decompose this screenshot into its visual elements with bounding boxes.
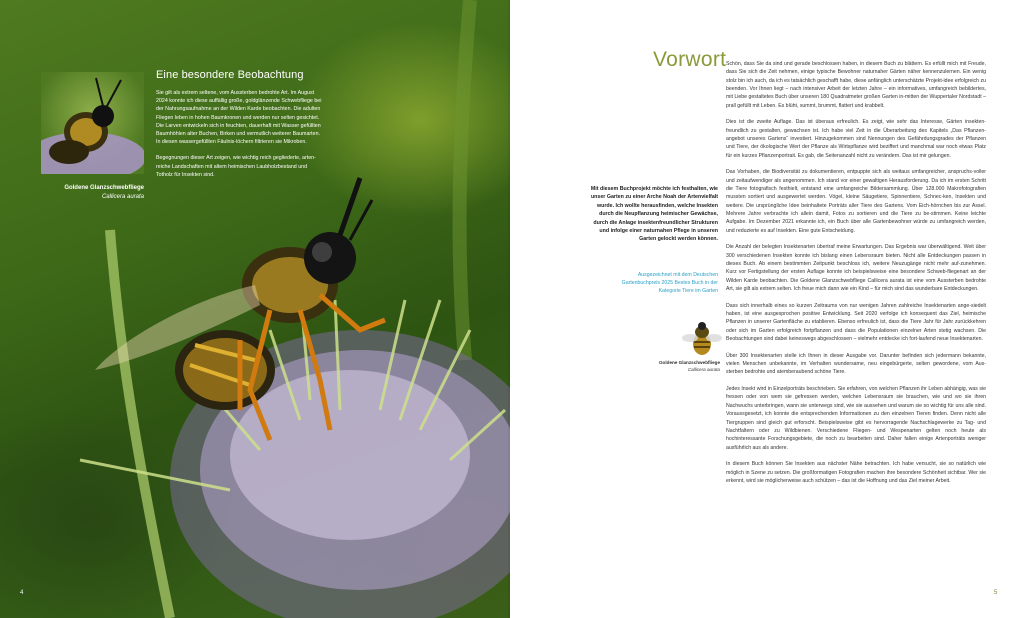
side-quote: Mit diesem Buchprojekt möchte ich festhalten, wie unser Garten zu einer Arche Noah der Artenvielfalt wurde. Ich wollte herausfinden, welche Insekten durch die Neupflanzung heimischer Gewächse, durch die Anlage insektenfreundlicher Strukturen und infolge einer naturnahen Pflege in unseren Garten gelockt werden können. (590, 186, 718, 243)
body-paragraph: Schön, dass Sie da sind und gerade beschlossen haben, in diesem Buch zu blättern. Es erfüllt mich mit Freude, dass Sie sich die Zeit nehmen, einige typische Bewohner naturnaher Gärten näher kennenzulernen. Ein wenig stolz bin ich auch, da ich es tatsächlich geschafft habe, diese anfänglich unterschätzte Projekt-idee erfolgreich zu beenden. Vor Ihnen liegt – nach intensiver Arbeit der letzten Jahre – ein informatives, umfangreich bebildertes, mit Liebe gestaltetes Buch über unseren 180 Quadratmeter großen Garten in-mitten der Wuppertaler Nordstadt – prall gefüllt mit Leben. Es blüht, summt, brummt, flattert und krabbelt. (726, 61, 986, 109)
inset-photo (41, 72, 144, 174)
body-paragraph: In diesem Buch können Sie Insekten aus nächster Nähe betrachten. Ich habe versucht, sie so natürlich wie möglich in Szene zu setzen. Die großformatigen Fotografien machen ihre besondere Schönheit sichtbar. Wer sie erkennt, wird sie möglicherweise auch schützen – das ist die Hoffnung und das Ziel meiner Arbeit. (726, 461, 986, 484)
body-paragraph: Dies ist die zweite Auflage. Das ist überaus erfreulich. Es zeigt, wie sehr das Interesse, Gärten insekten-freundlich zu gestalten, gewachsen ist. Ich habe viel Zeit in die Überarbeitung des Kapitels „Das Pflanzen-angebot unseres Gartens“ investiert. Hinzugekommen sind Nennungen des Gefährdungsgrades der Pflanzen und Tiere, der ökologische Wert der Pflanze als Wirtspflanze wird beziffert und manchmal war noch etwas Platz für ein kurzes Pflanzenportrait. Es gab, die Seitenanzahl nicht zu verändern. Das ist mir gelungen. (726, 119, 986, 159)
box-text (156, 89, 324, 187)
inset-hoverfly-illustration (41, 72, 144, 174)
page-number-right: 5 (994, 590, 998, 596)
right-page (510, 0, 1020, 618)
page-number-left: 4 (20, 590, 24, 596)
box-paragraph: Sie gilt als extrem seltene, vom Aussterben bedrohte Art. Im August 2024 konnte ich diese auffällig große, goldglänzende Schwebfliege bei der Nahrungsaufnahme an der Wilden Karde beobachten. Die adulten Fliegen leben in hohen Baumkronen und werden nur selten gesichtet. Die Larven entwickeln sich in feuchten, dauerhaft mit Wasser gefüllten Baumhöhlen alter Buchen, Birken und vermutlich weiterer Baumarten. In diesen wassergefüllten Fäulnis-löchern filtrieren sie Mikroben. (156, 90, 322, 146)
body-text-column (726, 60, 986, 494)
body-paragraph: Dass sich innerhalb eines so kurzen Zeitraums von nur wenigen Jahren zahlreiche Insektenarten ange-siedelt haben, ist eine ausgesprochen positive Entwicklung. Seit 2020 verfolge ich konsequent das Ziel, heimische Pflanzen in unserer Gartenfläche zu etablieren. Ebenso erfreulich ist, dass die Tiere Jahr für Jahr zurückkehren oder sich im Garten erfolgreich fortpflanzen und dass die Populationen einzelner Arten stetig wachsen. Die Beobachtungen sind dabei keineswegs abgeschlossen – vielmehr entdecke ich fort-laufend neue Insektenarten. (726, 302, 986, 343)
award-note: Ausgezeichnet mit dem Deutschen Gartenbuchpreis 2025 Bestes Buch in der Kategorie Tiere im Garten (621, 272, 718, 295)
inset-caption (41, 184, 144, 202)
inset-caption-name: Goldene Glanzschwebfliege (64, 185, 144, 191)
box-title: Eine besondere Beobachtung (156, 69, 304, 81)
body-paragraph: Jedes Insekt wird in Einzelporträts beschrieben. Sie erfahren, von welchen Pflanzen ihr Leben abhängig, was sie fressen oder von wem sie gefressen werden, welchen Lebensraum sie brauchen, wie und wo sie ihren Nachwuchs unterbringen, wann sie unterwegs sind, wie sie aussehen und warum sie so wichtig für uns alle sind. Voraussgesetzt, ich konnte die entsprechenden Informationen zu den einzelnen Tieren finden. Denn nicht alle Tiergruppen sind gleich gut erforscht. Beispielsweise gibt es hervorragende Nachschlagewerke zu Tag- und Nachtfaltern oder zu Wildbienen. Verschiedene Fliegen- und Wespenarten gelten noch heute als hochinteressante Forschungsgebiete, die noch zu bearbeiten sind. Daher fallen einige Artenporträts weniger ausführlich aus als andere. (726, 386, 986, 451)
page-heading: Vorwort (653, 48, 727, 71)
small-hoverfly-photo (682, 318, 722, 360)
small-caption-latin: Callicera aurata (687, 366, 720, 372)
small-caption-name: Goldene Glanzschwebfliege (658, 360, 720, 365)
inset-caption-latin: Callicera aurata (101, 194, 144, 200)
small-hoverfly-illustration (682, 318, 722, 360)
body-paragraph: Über 300 Insektenarten stelle ich Ihnen in dieser Ausgabe vor. Darunter befinden sich jedermann bekannte, vielen Menschen unbekannte, im Verhalten wundersame, neu eingebürgerte, selten gewordene, vom Aus-sterben bedrohte und atemberaubend schöne Tiere. (726, 352, 986, 376)
box-paragraph: Begegnungen dieser Art zeigen, wie wichtig reich gegliederte, arten-reiche Landschaften mit altem heimischen Laubholzbestand und Totholz für Insekten sind. (156, 155, 316, 178)
small-hoverfly-caption (648, 360, 720, 373)
body-paragraph: Das Vorhaben, die Biodiversität zu dokumentieren, entpuppte sich als weitaus umfangreicher, anspruchs-voller und zeitaufwendiger als angenommen. Ich stand vor einer gewaltigen Herausforderung. Da ich im ersten Schritt die Tiere fotografisch festhielt, entstand eine umfangreiche Bildersammlung. Über 128.000 Makrofotografien mussten sortiert und ausgewertet werden. Vögel, kleine Säugetiere, Spinnentiere, Schnec-ken, Insekten und weitere. Die ursprüngliche Idee beinhaltete Porträts aller Tiere des Gartens. Vom Eich-hörnchen bis zur Assel. Mehrere Jahre verbrachte ich allein damit, Fotos zu sortieren und die Tiere zu be-stimmen. Keine leichte Aufgabe. Im Dezember 2021 erkannte ich, ein Buch über alle Gartenbewohner würde zu umfangreich werden, und reduzierte es auf Insekten. Eine gute Entscheidung. (726, 169, 986, 234)
body-paragraph: Die Anzahl der belegten Insektenarten übertraf meine Erwartungen. Das Ergebnis war überwältigend. Weit über 300 verschiedenen Insekten konnte ich bislang einen Lebensraum bieten. Nicht alle Entdeckungen passen in dieses Buch. Ab einem bestimmten Zeitpunkt beschloss ich, weitere Neuzugänge nicht mehr auf-zunehmen. Kurz vor Fertigstellung der ersten Auflage konnte ich beispielsweise eine besondere Schweb-fliegenart an der Wilden Karde beobachten. Die Goldene Glanzschwebfliege Callicera aurata ist eine vom Aussterben bedrohte Art, sie gilt als extrem selten. Ich freue mich dann wie ein Kind – für mich sind das wunderbare Entdeckungen. (726, 244, 986, 293)
